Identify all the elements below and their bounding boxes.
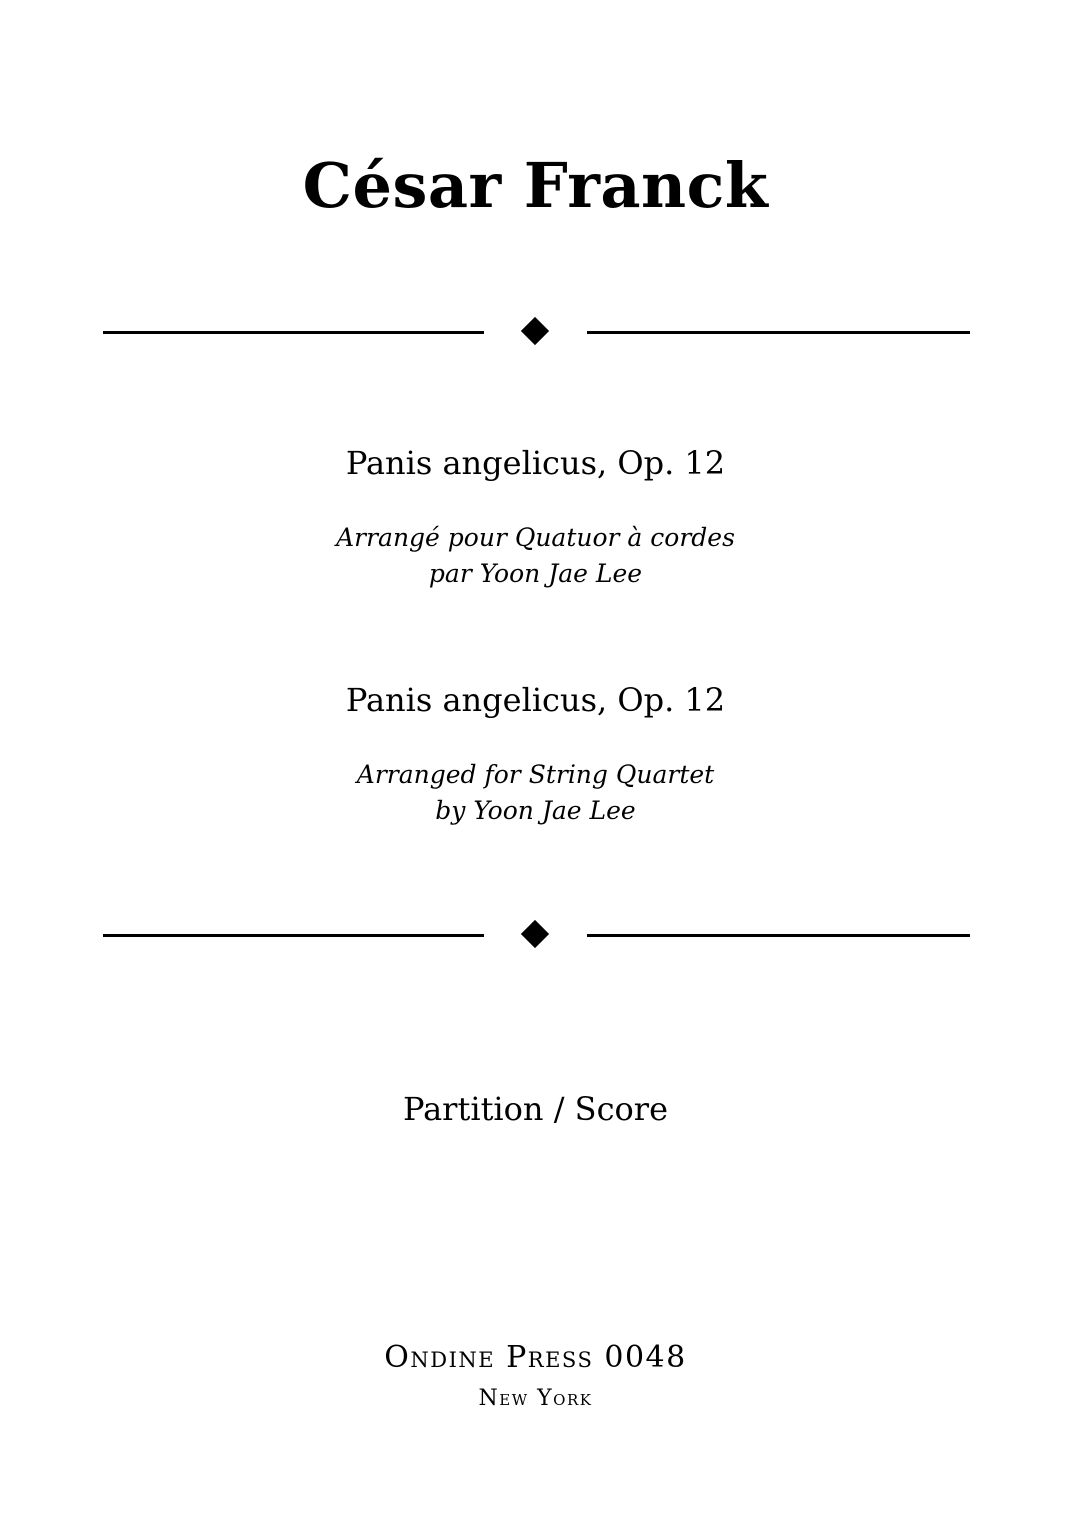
arrangement-line-english-1: Arranged for String Quartet [356, 760, 715, 789]
work-title-english: Panis angelicus, Op. 12 [345, 681, 726, 719]
divider-top [0, 312, 1071, 352]
arrangement-line-english-2: by Yoon Jae Lee [435, 796, 636, 825]
arrangement-line-french-1: Arrangé pour Quatuor à cordes [336, 523, 735, 552]
diamond-icon [521, 920, 549, 948]
arrangement-line-french-2: par Yoon Jae Lee [428, 559, 643, 588]
composer-name: César Franck [302, 149, 769, 222]
publisher-city: New York [478, 1386, 593, 1411]
work-title-french: Panis angelicus, Op. 12 [345, 444, 726, 482]
divider-line-left [103, 331, 484, 334]
publisher-name: Ondine Press 0048 [384, 1340, 687, 1375]
divider-line-left [103, 934, 484, 937]
divider-bottom [0, 915, 1071, 955]
score-type-label: Partition / Score [403, 1090, 668, 1128]
diamond-icon [521, 317, 549, 345]
divider-line-right [587, 331, 970, 334]
divider-line-right [587, 934, 970, 937]
